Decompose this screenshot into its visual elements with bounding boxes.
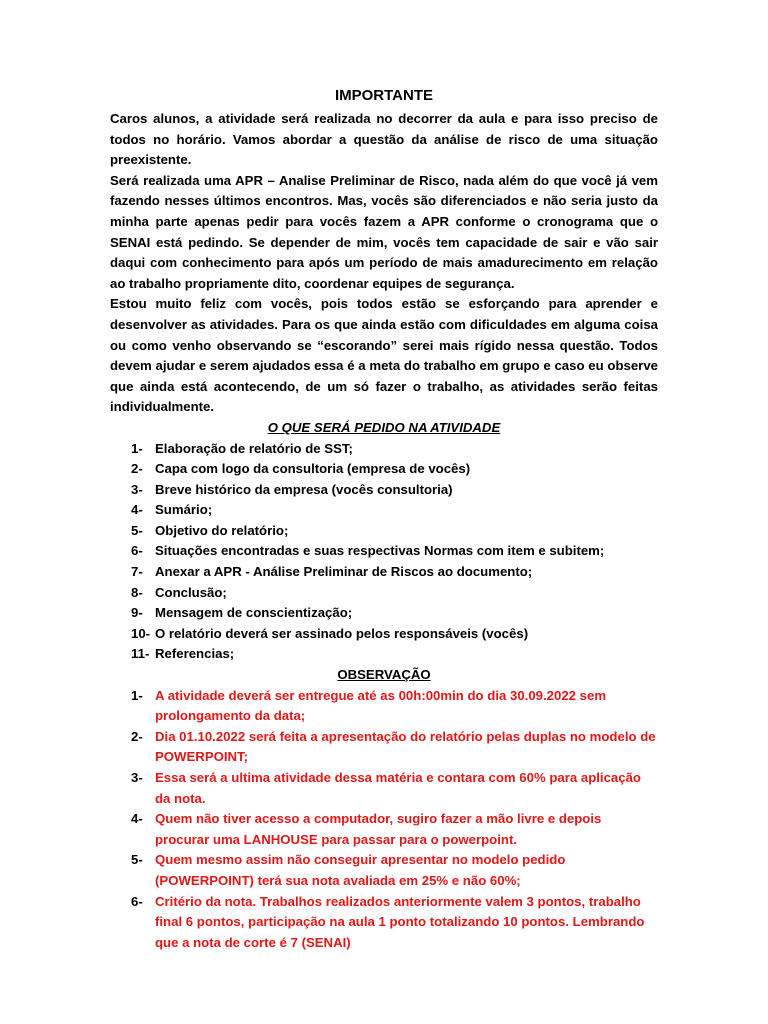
list-item — [110, 809, 658, 850]
list-item-text: Anexar a APR - Análise Preliminar de Riscos ao documento; — [155, 564, 533, 580]
apr-paragraph: Será realizada uma APR – Analise Preliminar de Risco, nada além do que você já vem fazendo nesses últimos encontros. Mas, vocês são diferenciados e não seria justo da minha parte apenas pedir para vocês fazem a APR conforme o cronograma que o SENAI está pedindo. Se depender de mim, vocês tem capacidade de sair e vão sair daqui com conhecimento para após um período de mais amadurecimento em relação ao trabalho propriamente dito, coordenar equipes de segurança. — [110, 172, 658, 291]
list-item-text: Sumário; — [155, 502, 213, 518]
list-item-text: Essa será a ultima atividade dessa matéria e contara com 60% para aplicação da nota. — [155, 770, 641, 806]
list-item — [110, 644, 658, 665]
list-item — [110, 603, 658, 624]
list-item — [110, 480, 658, 501]
list-item-text: Mensagem de conscientização; — [155, 605, 353, 621]
list-item-text: Objetivo do relatório; — [155, 522, 289, 538]
list-item — [110, 500, 658, 521]
list-item-number: 6- — [131, 543, 143, 559]
list-item-text: Dia 01.10.2022 será feita a apresentação do relatório pelas duplas no modelo de POWERPOINT; — [155, 728, 656, 765]
observations-list — [110, 686, 658, 954]
observations-heading: OBSERVAÇÃO — [337, 667, 431, 683]
list-item-text: Quem não tiver acesso a computador, sugiro fazer a mão livre e depois procurar uma LANHOUSE para passar para o powerpoint. — [155, 811, 602, 847]
list-item-number: 3- — [131, 481, 143, 497]
list-item — [110, 439, 658, 460]
list-item-text: Critério da nota. Trabalhos realizados anteriormente valem 3 pontos, trabalho final 6 pontos, participação na aula 1 ponto totalizando 10 pontos. Lembrando que a nota de corte é 7 (SENAI) — [155, 893, 645, 950]
list-item-number: 8- — [131, 584, 143, 600]
list-item — [110, 521, 658, 542]
list-item-number: 1- — [131, 687, 143, 703]
motivation-paragraph: Estou muito feliz com vocês, pois todos estão se esforçando para aprender e desenvolver as atividades. Para os que ainda estão com dificuldades em alguma coisa ou como venho observando se “escorando” serei mais rígido nessa questão. Todos devem ajudar e serem ajudados essa é a meta do trabalho em grupo e caso eu observe que ainda está acontecendo, de um só fazer o trabalho, as atividades serão feitas individualmente. — [110, 296, 658, 415]
requests-list — [110, 439, 658, 666]
list-item-text: O relatório deverá ser assinado pelos responsáveis (vocês) — [155, 625, 529, 641]
list-item-text: Situações encontradas e suas respectivas Normas com item e subitem; — [155, 543, 605, 559]
list-item — [110, 727, 658, 768]
list-item — [110, 459, 658, 480]
list-item-number: 1- — [131, 440, 143, 456]
document-title: IMPORTANTE — [334, 87, 434, 104]
list-item — [110, 583, 658, 604]
list-item — [110, 892, 658, 954]
list-item — [110, 686, 658, 727]
list-item-number: 2- — [131, 728, 143, 744]
list-item-text: Elaboração de relatório de SST; — [155, 440, 353, 456]
list-item-text: A atividade deverá ser entregue até as 00h:00min do dia 30.09.2022 sem prolongamento da data; — [155, 687, 607, 724]
list-item-number: 4- — [131, 502, 143, 518]
list-item-number: 9- — [131, 605, 143, 621]
list-item-number: 7- — [131, 564, 143, 580]
list-item — [110, 562, 658, 583]
list-item-number: 4- — [131, 811, 143, 827]
list-item-text: Capa com logo da consultoria (empresa de vocês) — [155, 461, 471, 477]
list-item-number: 11- — [131, 646, 150, 662]
intro-paragraph: Caros alunos, a atividade será realizada no decorrer da aula e para isso preciso de todos no horário. Vamos abordar a questão da análise de risco de uma situação preexistente. — [110, 111, 658, 168]
list-item — [110, 768, 658, 809]
list-item-number: 5- — [131, 852, 143, 868]
list-item-number: 6- — [131, 893, 143, 909]
list-item — [110, 850, 658, 891]
list-item-number: 5- — [131, 522, 143, 538]
list-item-text: Quem mesmo assim não conseguir apresentar no modelo pedido (POWERPOINT) terá sua nota avaliada em 25% e não 60%; — [155, 852, 566, 888]
list-item — [110, 624, 658, 645]
document-content — [110, 86, 658, 953]
list-item-text: Referencias; — [155, 646, 235, 662]
list-item — [110, 541, 658, 562]
list-item-number: 3- — [131, 770, 143, 785]
list-item-text: Conclusão; — [155, 584, 227, 600]
list-item-number: 10- — [131, 625, 151, 641]
list-item-text: Breve histórico da empresa (vocês consultoria) — [155, 481, 453, 497]
list-item-number: 2- — [131, 461, 143, 477]
requests-heading: O QUE SERÁ PEDIDO NA ATIVIDADE — [267, 419, 501, 435]
